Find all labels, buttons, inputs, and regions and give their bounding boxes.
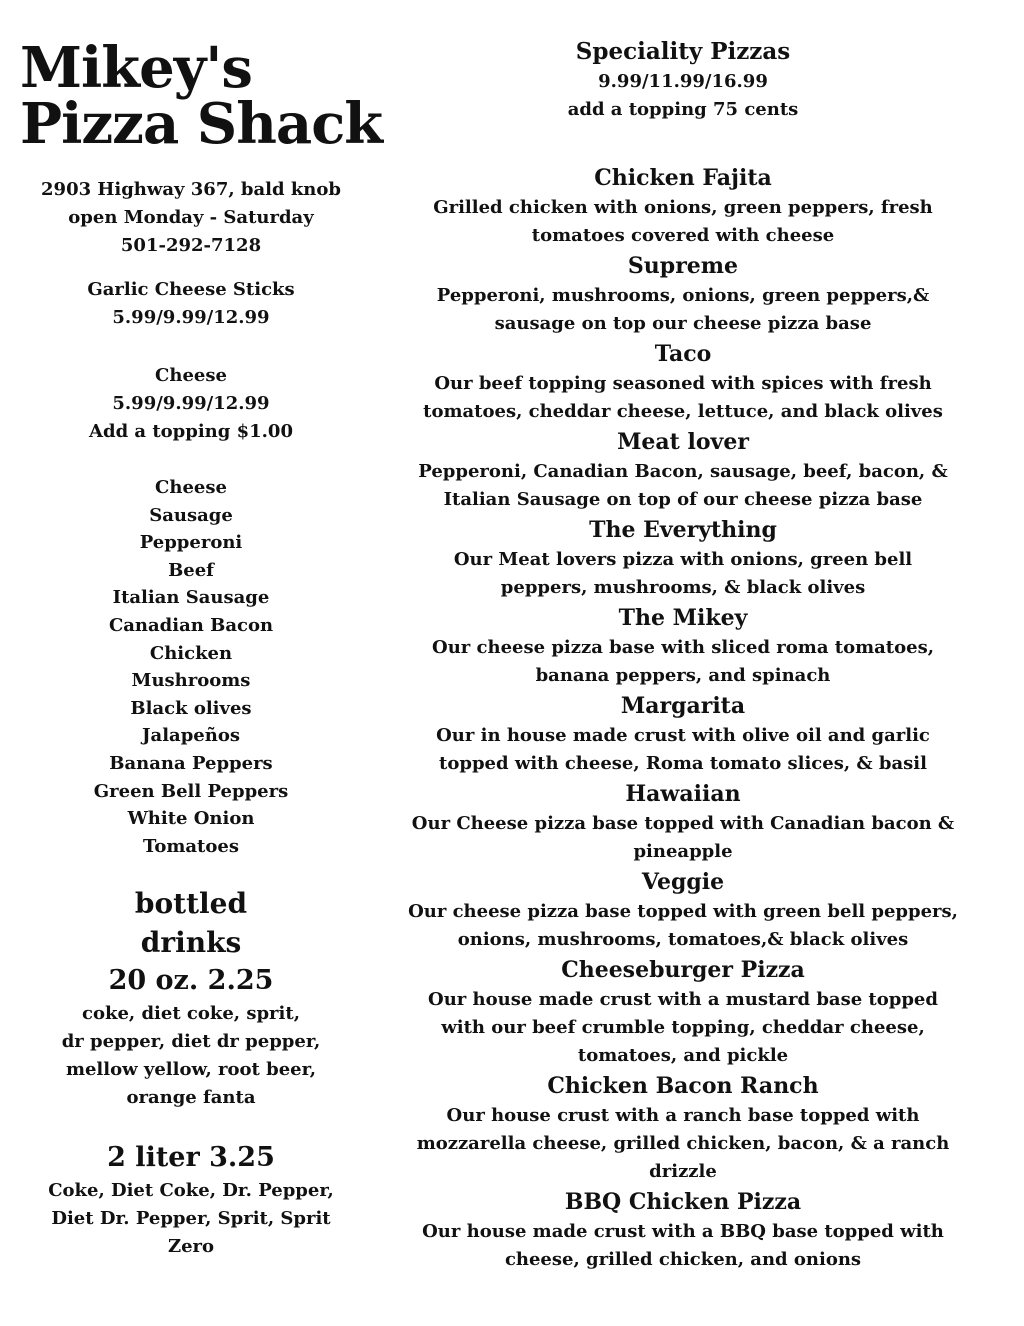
pizza-desc-line: tomatoes, cheddar cheese, lettuce, and black olives: [423, 401, 943, 422]
pizza-item: [382, 1186, 984, 1274]
pizza-item: [382, 954, 984, 1070]
pizza-item: [382, 426, 984, 514]
pizza-item: [382, 690, 984, 778]
liter-price: 2 liter 3.25: [107, 1142, 275, 1173]
pizza-desc-line: tomatoes covered with cheese: [531, 225, 835, 246]
restaurant-info: [0, 176, 382, 260]
pizza-item: [382, 162, 984, 250]
pizza-desc-line: Grilled chicken with onions, green peppers, fresh: [433, 197, 933, 218]
pizza-description: [382, 810, 984, 866]
pizza-name: Meat lover: [617, 429, 749, 455]
pizza-desc-line: drizzle: [649, 1161, 717, 1182]
garlic-cheese-sticks: [0, 276, 382, 332]
pizza-item: [382, 250, 984, 338]
pizza-name: The Mikey: [618, 605, 748, 631]
pizza-desc-line: sausage on top our cheese pizza base: [494, 313, 872, 334]
topping-item: Canadian Bacon: [108, 614, 274, 636]
liter-drink-line: Diet Dr. Pepper, Sprit, Sprit: [51, 1208, 331, 1229]
pizza-description: [382, 194, 984, 250]
pizza-name: The Everything: [589, 517, 777, 543]
pizza-desc-line: onions, mushrooms, tomatoes,& black olives: [457, 929, 909, 950]
pizza-item: [382, 866, 984, 954]
liter-drink-list: [0, 1177, 382, 1261]
phone: 501-292-7128: [120, 235, 262, 256]
pizza-desc-line: Our in house made crust with olive oil and garlic: [436, 725, 930, 746]
topping-item: Mushrooms: [131, 670, 251, 692]
pizza-description: [382, 282, 984, 338]
pizza-desc-line: Our house made crust with a mustard base topped: [428, 989, 938, 1010]
pizza-desc-line: peppers, mushrooms, & black olives: [500, 577, 866, 598]
pizza-desc-line: Our cheese pizza base with sliced roma tomatoes,: [432, 637, 934, 658]
restaurant-name-line1: Mikey's: [20, 35, 252, 101]
drinks-title-line1: bottled: [134, 887, 248, 920]
pizza-desc-line: Our cheese pizza base topped with green bell peppers,: [408, 901, 958, 922]
oz-drink-line: mellow yellow, root beer,: [65, 1059, 317, 1080]
specialty-header: [382, 36, 984, 124]
pizza-item: [382, 514, 984, 602]
pizza-name: Taco: [654, 341, 712, 367]
specialty-pizza-list: [382, 162, 984, 1274]
oz-drink-line: dr pepper, diet dr pepper,: [61, 1031, 321, 1052]
restaurant-name: [20, 35, 383, 157]
specialty-prices: 9.99/11.99/16.99: [598, 71, 768, 92]
garlic-name: Garlic Cheese Sticks: [87, 279, 295, 300]
pizza-description: [382, 1102, 984, 1186]
pizza-desc-line: Our Cheese pizza base topped with Canadian bacon &: [411, 813, 955, 834]
pizza-name: Veggie: [641, 869, 725, 895]
pizza-desc-line: tomatoes, and pickle: [577, 1045, 789, 1066]
topping-item: Green Bell Peppers: [93, 780, 289, 802]
oz-drink-list: [0, 1000, 382, 1112]
pizza-desc-line: Our house made crust with a BBQ base topped with: [422, 1221, 944, 1242]
specialty-heading: Speciality Pizzas: [575, 38, 791, 65]
pizza-desc-line: cheese, grilled chicken, and onions: [504, 1249, 862, 1270]
cheese-pizza: [0, 362, 382, 446]
pizza-desc-line: Our house crust with a ranch base topped with: [446, 1105, 920, 1126]
pizza-item: [382, 778, 984, 866]
cheese-prices: 5.99/9.99/12.99: [112, 393, 270, 414]
pizza-name: Margarita: [620, 693, 746, 719]
pizza-desc-line: mozzarella cheese, grilled chicken, bacon, & a ranch: [416, 1133, 950, 1154]
pizza-name: Cheeseburger Pizza: [561, 957, 805, 983]
topping-item: Jalapeños: [142, 725, 240, 747]
hours: open Monday - Saturday: [68, 207, 314, 228]
drinks-heading: [0, 884, 382, 962]
cheese-name: Cheese: [155, 365, 227, 386]
oz-drink-price: [0, 962, 382, 1000]
liter-drink-line: Coke, Diet Coke, Dr. Pepper,: [48, 1180, 334, 1201]
topping-item: Beef: [168, 559, 214, 581]
topping-item: Banana Peppers: [109, 752, 273, 774]
pizza-item: [382, 1070, 984, 1186]
liter-drink-line: Zero: [167, 1236, 215, 1257]
pizza-desc-line: banana peppers, and spinach: [535, 665, 831, 686]
liter-drink-price: [0, 1139, 382, 1177]
pizza-desc-line: Our Meat lovers pizza with onions, green bell: [453, 549, 913, 570]
pizza-description: [382, 634, 984, 690]
pizza-desc-line: Italian Sausage on top of our cheese pizza base: [443, 489, 923, 510]
topping-item: Black olives: [130, 697, 252, 719]
drinks-title-line2: drinks: [140, 926, 242, 959]
topping-item: Pepperoni: [139, 532, 243, 554]
pizza-description: [382, 546, 984, 602]
pizza-desc-line: with our beef crumble topping, cheddar cheese,: [441, 1017, 925, 1038]
pizza-description: [382, 1218, 984, 1274]
topping-item: Cheese: [155, 477, 227, 498]
pizza-description: [382, 370, 984, 426]
pizza-item: [382, 338, 984, 426]
restaurant-name-line2: Pizza Shack: [20, 91, 383, 157]
topping-item: White Onion: [127, 808, 255, 830]
pizza-name: BBQ Chicken Pizza: [564, 1189, 802, 1215]
pizza-name: Chicken Bacon Ranch: [547, 1073, 819, 1099]
pizza-desc-line: Pepperoni, mushrooms, onions, green peppers,&: [436, 285, 930, 306]
cheese-topping-note: Add a topping $1.00: [89, 421, 293, 442]
pizza-description: [382, 722, 984, 778]
pizza-name: Hawaiian: [625, 781, 741, 807]
pizza-desc-line: Pepperoni, Canadian Bacon, sausage, beef, bacon, &: [418, 461, 948, 482]
pizza-name: Chicken Fajita: [594, 165, 772, 191]
pizza-description: [382, 458, 984, 514]
topping-item: Tomatoes: [143, 835, 239, 857]
specialty-topping-note: add a topping 75 cents: [567, 99, 799, 120]
toppings-list: [0, 474, 382, 860]
pizza-desc-line: topped with cheese, Roma tomato slices, & basil: [439, 753, 927, 774]
topping-item: Italian Sausage: [112, 587, 270, 609]
pizza-item: [382, 602, 984, 690]
pizza-description: [382, 986, 984, 1070]
pizza-desc-line: Our beef topping seasoned with spices with fresh: [434, 373, 932, 394]
oz-drink-line: coke, diet coke, sprit,: [82, 1003, 300, 1024]
oz-price: 20 oz. 2.25: [108, 965, 274, 996]
pizza-name: Supreme: [627, 253, 739, 279]
pizza-description: [382, 898, 984, 954]
garlic-prices: 5.99/9.99/12.99: [112, 307, 270, 328]
topping-item: Chicken: [149, 642, 233, 664]
oz-drink-line: orange fanta: [126, 1087, 256, 1108]
topping-item: Sausage: [149, 504, 233, 526]
pizza-desc-line: pineapple: [633, 841, 733, 862]
address: 2903 Highway 367, bald knob: [41, 179, 341, 200]
